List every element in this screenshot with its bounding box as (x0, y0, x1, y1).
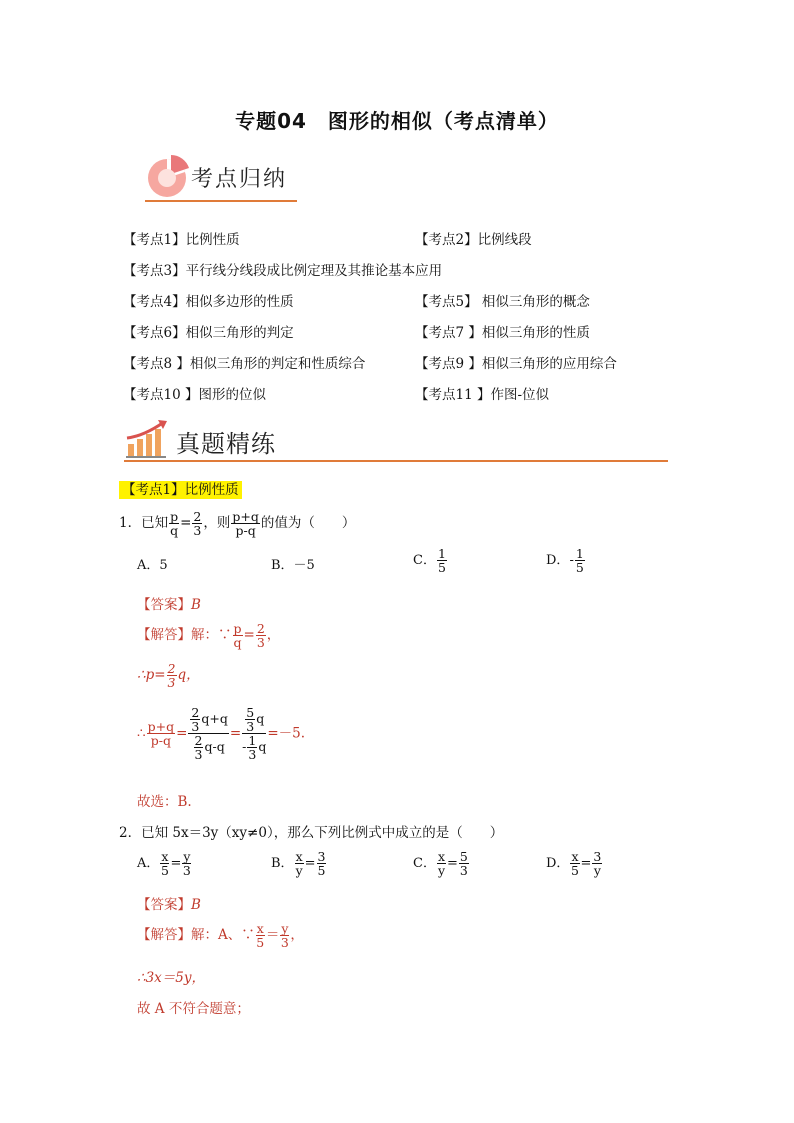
question-2-answer: 【答案】B (137, 897, 201, 913)
question-2-option-a: A． $\frac{x}{5}$ = $\frac{y}{3}$ (137, 849, 191, 879)
page-title: 专题04 图形的相似（考点清单） (235, 109, 559, 133)
question-2-option-d: D． $\frac{x}{5}$ = $\frac{3}{y}$ (546, 849, 602, 879)
question-1-option-a: A．5 (137, 558, 168, 573)
section-underline (145, 200, 297, 202)
current-kaodian-label: 【考点1】比例性质 (119, 478, 242, 498)
kaodian-item-8: 【考点8 】相似三角形的判定和性质综合 (123, 356, 366, 372)
question-1-option-b: B．－5 (271, 558, 315, 573)
question-1-solution-line-2: ∴p= $\frac{2}{3}$ q， (137, 661, 200, 691)
question-1-solution-line-3: ∴ $\frac{p+q}{p-q}$ = $\frac{2}{3}$ q+q $\frac{2}{3}$ q-q = $\frac{5}{3}$ q - $\frac{1}{3}$ q =－5. (137, 705, 306, 763)
question-2-stem: 2．已知 5x＝3y（xy≠0），那么下列比例式中成立的是（ ） (119, 825, 504, 841)
question-1-option-c: C． $\frac{1}{5}$ (413, 546, 446, 576)
question-1-solution-line-1: 【解答】解：∵ $\frac{p}{q}$ = $\frac{2}{3}$ ， (137, 621, 281, 651)
question-2-solution-line-2: ∴3x＝5y， (137, 970, 206, 986)
kaodian-item-2: 【考点2】比例线段 (415, 232, 532, 248)
kaodian-item-10: 【考点10 】图形的位似 (123, 387, 266, 403)
section-underline (124, 460, 668, 462)
question-1-option-d: D．- $\frac{1}{5}$ (546, 546, 584, 576)
kaodian-item-5: 【考点5】 相似三角形的概念 (415, 294, 590, 310)
kaodian-item-1: 【考点1】比例性质 (123, 232, 240, 248)
question-2-solution-line-1: 【解答】解：A、∵ $\frac{x}{5}$ ＝ $\frac{y}{3}$ ， (137, 921, 304, 951)
kaodian-item-6: 【考点6】相似三角形的判定 (123, 325, 294, 341)
section-heading-zhenti (124, 418, 670, 464)
kaodian-item-7: 【考点7 】相似三角形的性质 (415, 325, 590, 341)
bar-chart-growth-icon (124, 418, 174, 458)
section-heading-text: 真题精练 (176, 430, 276, 458)
section-heading-kaodian (133, 148, 333, 208)
question-1-answer: 【答案】B (137, 597, 201, 613)
kaodian-item-3: 【考点3】平行线分线段成比例定理及其推论基本应用 (123, 263, 443, 279)
question-1-choose: 故选：B. (137, 794, 192, 810)
kaodian-item-4: 【考点4】相似多边形的性质 (123, 294, 294, 310)
kaodian-item-9: 【考点9 】相似三角形的应用综合 (415, 356, 617, 372)
question-2-option-b: B． $\frac{x}{y}$ = $\frac{3}{5}$ (271, 849, 326, 879)
question-2-solution-line-3: 故 A 不符合题意； (137, 1001, 250, 1017)
kaodian-item-11: 【考点11 】作图-位似 (415, 387, 550, 403)
question-1-stem: 1．已知 $\frac{p}{q}$ = $\frac{2}{3}$ ，则 $\frac{p+q}{p-q}$ 的值为（ ） (119, 509, 356, 539)
question-2-option-c: C． $\frac{x}{y}$ = $\frac{5}{3}$ (413, 849, 468, 879)
section-heading-text: 考点归纳 (191, 167, 288, 192)
